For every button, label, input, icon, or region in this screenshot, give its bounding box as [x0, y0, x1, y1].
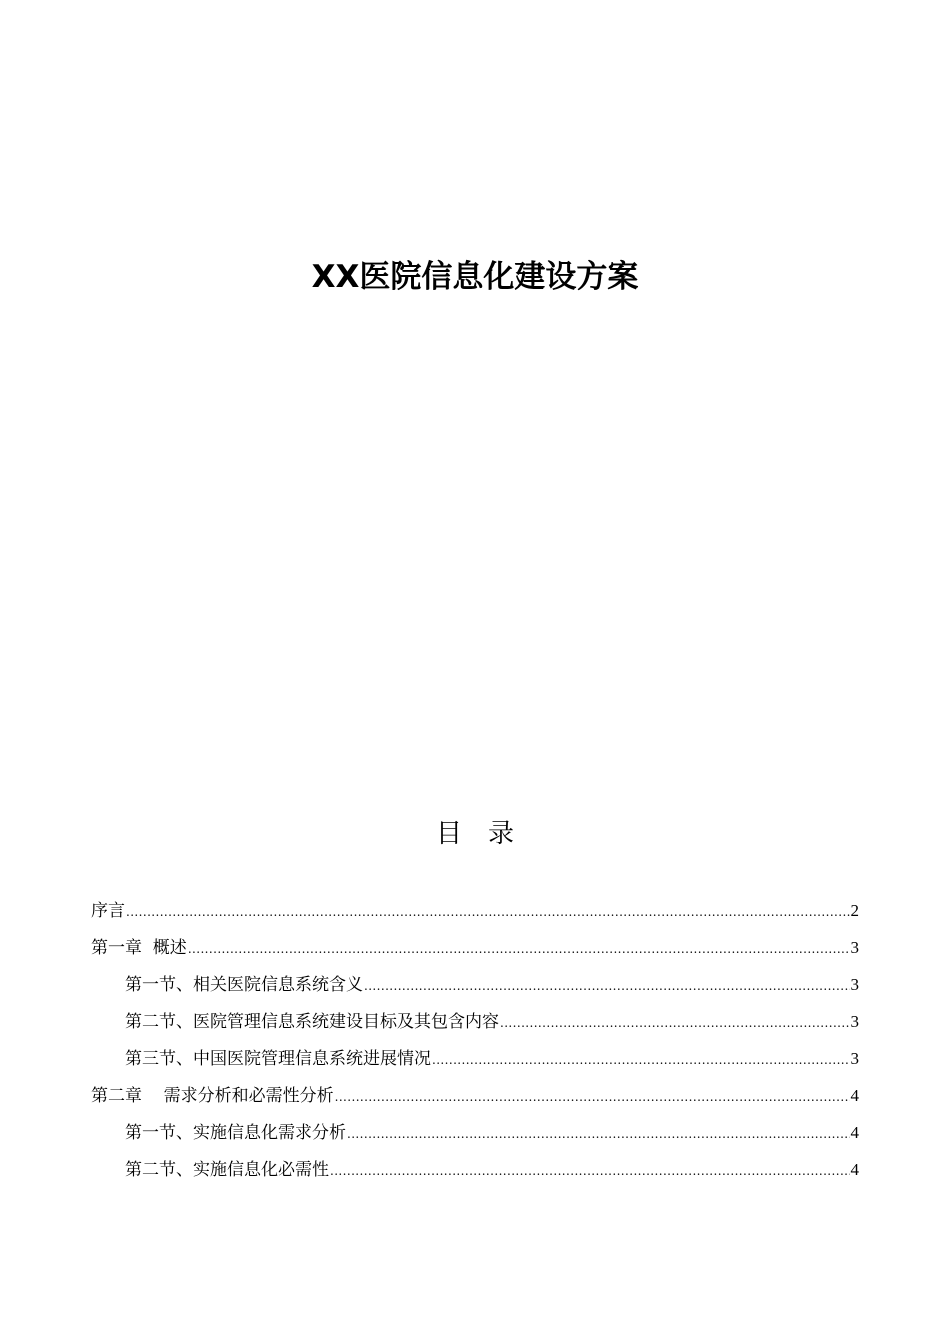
- toc-entry-preface[interactable]: [91, 896, 859, 933]
- toc-entry-label: 第二节、实施信息化必需性: [125, 1160, 329, 1180]
- toc-entry-label: 第一节、相关医院信息系统含义: [125, 975, 363, 995]
- document-title: XX医院信息化建设方案: [311, 259, 639, 295]
- toc-dot-leader: [126, 897, 850, 927]
- toc-entry-chapter-1-section-1[interactable]: [91, 970, 859, 1007]
- toc-entry-label: 第二章 需求分析和必需性分析: [91, 1086, 334, 1106]
- toc-dot-leader: [432, 1045, 850, 1075]
- toc-entry-page: 3: [850, 938, 859, 957]
- toc-entry-chapter-1[interactable]: [91, 933, 859, 970]
- toc-entry-label: 第三节、中国医院管理信息系统进展情况: [125, 1049, 431, 1069]
- toc-entry-chapter-2-section-2[interactable]: [91, 1155, 859, 1192]
- toc-heading-left: 目: [435, 819, 462, 849]
- table-of-contents: [91, 896, 859, 1192]
- toc-heading-right: 录: [488, 819, 515, 849]
- toc-dot-leader: [330, 1156, 850, 1186]
- toc-entry-page: 3: [850, 1049, 859, 1068]
- toc-dot-leader: [500, 1008, 850, 1038]
- toc-dot-leader: [335, 1082, 850, 1112]
- toc-entry-page: 4: [850, 1123, 859, 1142]
- toc-entry-chapter-2[interactable]: [91, 1081, 859, 1118]
- toc-entry-page: 4: [850, 1160, 859, 1179]
- toc-entry-label: 第一章 概述: [91, 938, 187, 958]
- toc-entry-page: 2: [850, 901, 859, 920]
- toc-entry-label: 第一节、实施信息化需求分析: [125, 1123, 346, 1143]
- toc-dot-leader: [347, 1119, 850, 1149]
- toc-entry-page: 3: [850, 975, 859, 994]
- toc-entry-label: 序言: [91, 901, 125, 921]
- toc-entry-page: 3: [850, 1012, 859, 1031]
- toc-entry-chapter-1-section-3[interactable]: [91, 1044, 859, 1081]
- toc-heading: [0, 812, 950, 856]
- toc-entry-label: 第二节、医院管理信息系统建设目标及其包含内容: [125, 1012, 499, 1032]
- toc-dot-leader: [364, 971, 850, 1001]
- toc-entry-chapter-1-section-2[interactable]: [91, 1007, 859, 1044]
- toc-entry-chapter-2-section-1[interactable]: [91, 1118, 859, 1155]
- toc-entry-page: 4: [850, 1086, 859, 1105]
- toc-dot-leader: [188, 934, 850, 964]
